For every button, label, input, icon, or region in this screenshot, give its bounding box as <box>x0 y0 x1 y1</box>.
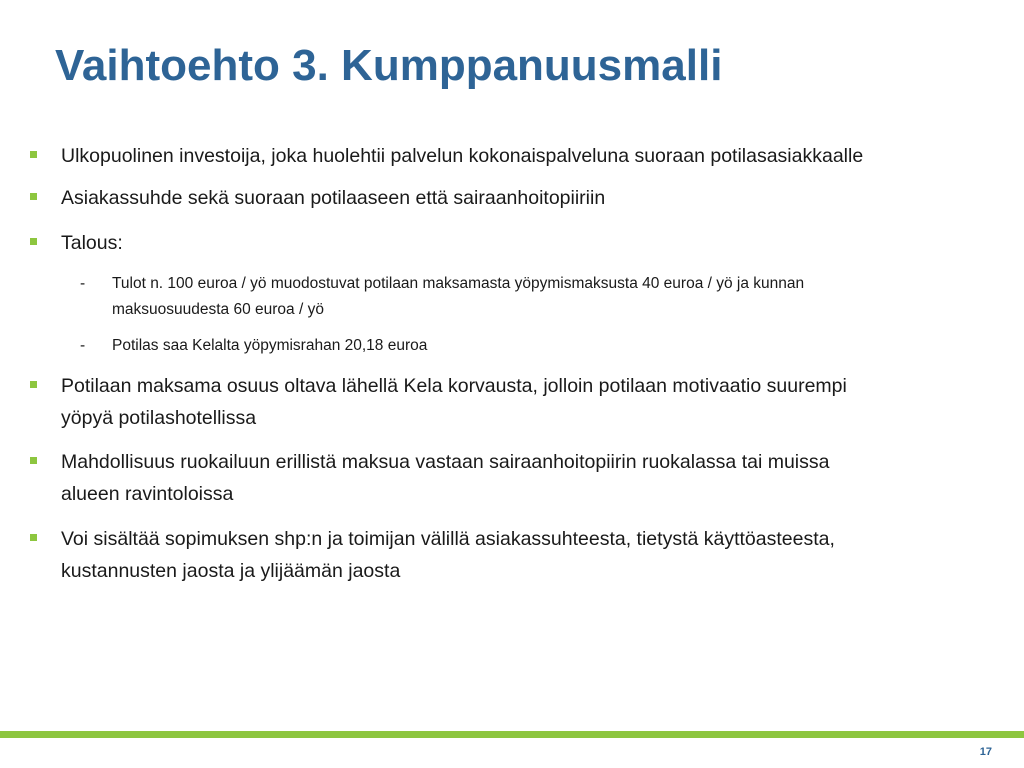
bullet-text: Ulkopuolinen investoija, joka huolehtii palvelun kokonaispalveluna suoraan potilasasiakkaalle <box>61 145 864 167</box>
bullet-item <box>61 182 1011 214</box>
square-bullet-icon <box>30 381 37 388</box>
bullet-item <box>61 370 1011 434</box>
bullet-line: Voi sisältää sopimuksen shp:n ja toimijan välillä asiakassuhteesta, tietystä käyttöasteesta, <box>61 528 835 550</box>
square-bullet-icon <box>30 457 37 464</box>
bullet-item <box>61 140 1011 172</box>
square-bullet-icon <box>30 193 37 200</box>
bullet-line: alueen ravintoloissa <box>61 483 234 505</box>
bullet-item <box>61 227 1011 259</box>
footer-divider <box>0 731 1024 738</box>
bullet-line: kustannusten jaosta ja ylijäämän jaosta <box>61 560 401 582</box>
bullet-line: Potilaan maksama osuus oltava lähellä Kela korvausta, jolloin potilaan motivaatio suurempi <box>61 375 847 397</box>
sub-bullet-line: maksuosuudesta 60 euroa / yö <box>112 301 324 318</box>
bullet-item <box>61 446 1011 510</box>
bullet-text: Talous: <box>61 232 123 254</box>
bullet-line: yöpyä potilashotellissa <box>61 407 257 429</box>
sub-bullet-item <box>80 271 972 323</box>
sub-bullet-line: Tulot n. 100 euroa / yö muodostuvat potilaan maksamasta yöpymismaksusta 40 euroa / yö ja kunnan <box>112 275 805 292</box>
slide-title: Vaihtoehto 3. Kumppanuusmalli <box>55 41 723 90</box>
bullet-text: Asiakassuhde sekä suoraan potilaaseen että sairaanhoitopiiriin <box>61 187 606 209</box>
dash-marker: - <box>80 337 86 354</box>
sub-bullet-item <box>80 333 972 359</box>
dash-marker: - <box>80 275 86 292</box>
bullet-line: Mahdollisuus ruokailuun erillistä maksua vastaan sairaanhoitopiirin ruokalassa tai muissa <box>61 451 830 473</box>
square-bullet-icon <box>30 238 37 245</box>
square-bullet-icon <box>30 151 37 158</box>
sub-bullet-line: Potilas saa Kelalta yöpymisrahan 20,18 euroa <box>112 337 428 354</box>
page-number: 17 <box>979 746 992 758</box>
square-bullet-icon <box>30 534 37 541</box>
bullet-item <box>61 523 1011 587</box>
